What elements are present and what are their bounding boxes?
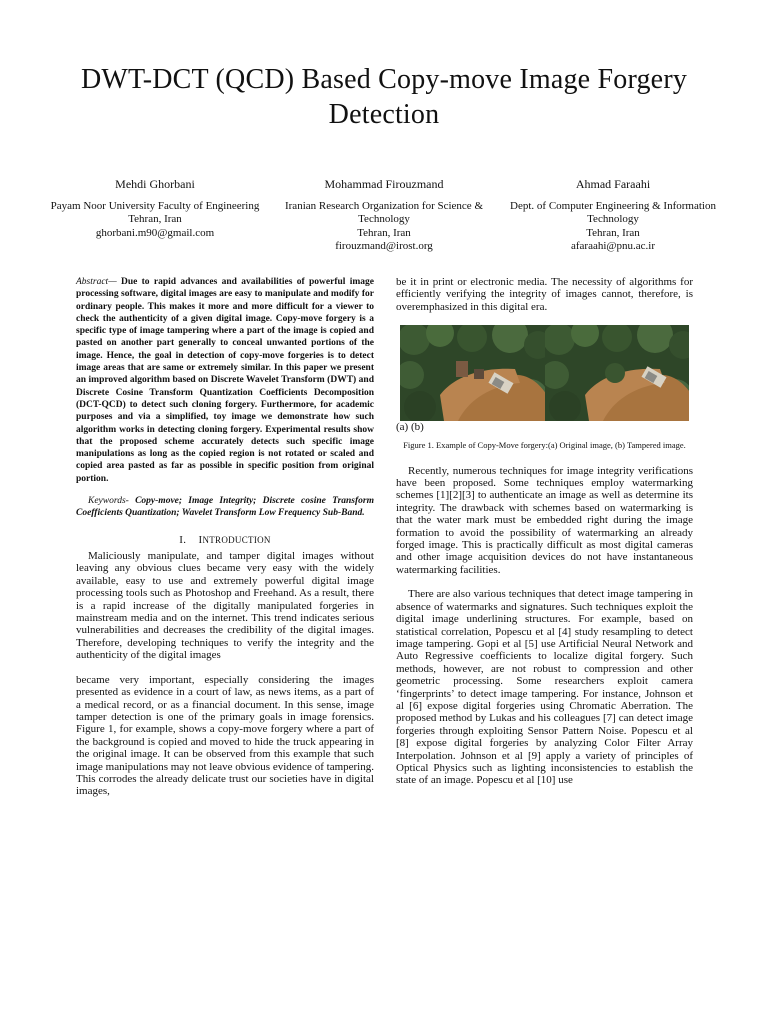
keywords-text: Copy-move; Image Integrity; Discrete cosine Transform Coefficients Quantization; Wavelet Transform Low Frequency Sub-Band. <box>76 496 374 519</box>
right-column <box>396 276 693 787</box>
body-paragraph: became very important, especially considering the images presented as evidence in a court of law, as news items, as a part of a medical record, or as a financial document. In this sense, image tamper detection is one of the primary goals in image forensics. Figure 1, for example, shows a copy-move forgery where a part of the background is copied and moved to hide the truck appearing in the original image. It can be observed from this example that such image manipulations may not leave obvious evidence of tampering. This corrodes the already delicate trust our societies have in digital images, <box>76 673 374 798</box>
author-name: Mohammad Firouzmand <box>324 177 444 191</box>
section-rest: NTRODUCTION <box>202 534 271 545</box>
keywords-lead: Keywords- <box>88 496 129 507</box>
author-name: Ahmad Faraahi <box>575 177 651 191</box>
section-number: I. <box>179 533 187 546</box>
section-heading <box>76 534 374 546</box>
original-image <box>400 325 545 421</box>
author-city: Tehran, Iran <box>586 226 640 239</box>
paper-title: DWT-DCT (QCD) Based Copy-move Image Forgery Detection <box>80 64 688 130</box>
section-cap: I <box>198 533 203 546</box>
body-paragraph: There are also various techniques that detect image tampering in absence of watermarks and signatures. Such techniques exploit the digital image underlining structures. For example, based on statistical correlation, Popescu et al [4] study resampling to detect image tampering. Gopi et al [5] use Artificial Neural Network and Auto Regressive coefficients to localize digital forgery. Such methods, however, are not robust to compression and other geometric processing. Some researchers exploit camera ‘fingerprints’ to detect image tampering. For instance, Johnson et al [6] expose digital forgeries using Chromatic Aberration. The proposed method by Lukas and his colleagues [7] can detect image forgeries through exploiting Sensor Pattern Noise. Popescu et al [8] expose digital forgeries by analyzing Color Filter Array Interpolation. Johnson et al [9] apply a variety of principles of Optical Physics such as lighting inconsistencies to establish the state of an image. Popescu et al [10] use <box>396 588 693 787</box>
author-email: ghorbani.m90@gmail.com <box>95 226 215 239</box>
author-affiliation: Dept. of Computer Engineering & Information Technology <box>510 199 716 225</box>
keywords <box>76 495 374 520</box>
figure-sublabels <box>396 421 693 433</box>
author-block <box>50 178 718 254</box>
left-column <box>76 276 374 798</box>
figure-caption: Figure 1. Example of Copy-Move forgery:(a) Original image, (b) Tampered image. <box>403 439 686 450</box>
abstract <box>76 276 374 485</box>
author-name: Mehdi Ghorbani <box>115 177 195 191</box>
author-email: afaraahi@pnu.ac.ir <box>570 240 656 252</box>
author-3 <box>508 178 718 254</box>
abstract-text: Due to rapid advances and availabilities of powerful image processing software, digital images are easy to manipulate and modify for ordinary people. This makes it more and more difficult for a viewer to check the authenticity of a given digital image. Copy-move forgery is a specific type of image tampering where a part of the image is copied and pasted on another part generally to conceal unwanted portions of the image. Hence, the goal in detection of copy-move forgeries is to detect image areas that are same or extremely similar. In this paper we present an improved algorithm based on Discrete Wavelet Transform (DWT) and Discrete Cosine Transform Quantization Coefficients Decomposition (DCT-QCD) to detect such cloning forgery. Furthermore, for academic purposes and via a simplified, toy image we demonstrate how such algorithm works in detecting cloning forgery. Experimental results show that the proposed scheme accurately detects such specific image manipulations as long as the copied region is not rotated or scaled and copied area pasted as far as possible in specific position from original portion. <box>76 277 374 484</box>
figure-label-a: (a) <box>396 421 409 434</box>
author-city: Tehran, Iran <box>128 213 182 225</box>
figure-label-b: (b) <box>410 421 424 434</box>
body-paragraph: Recently, numerous techniques for image integrity verifications have been proposed. Some techniques employ watermarking schemes [1][2][3] to authenticate an image as well as determine its integrity. The drawback with schemes based on watermarking is that the water mark must be embedded right during the image formation to avoid the possibility of watermarking an already forged image. This is practically difficult as most digital cameras and other image acquisition devices do not have instantaneous watermarking facilities. <box>396 464 693 576</box>
author-1 <box>50 178 260 254</box>
author-email: firouzmand@irost.org <box>335 240 433 252</box>
author-city: Tehran, Iran <box>357 226 411 239</box>
figure-1 <box>396 325 693 421</box>
abstract-lead: Abstract— <box>76 277 117 287</box>
author-2 <box>279 178 489 254</box>
author-affiliation: Payam Noor University Faculty of Engineering <box>50 199 260 212</box>
body-paragraph: be it in print or electronic media. The necessity of algorithms for efficiently verifying the integrity of images cannot, therefore, is overemphasized in this digital era. <box>396 276 693 313</box>
author-affiliation: Iranian Research Organization for Science & Technology <box>284 199 484 225</box>
tampered-image <box>545 325 690 421</box>
body-paragraph: Maliciously manipulate, and tamper digital images without leaving any obvious clues became very easy with the widely available, easy to use and extremely powerful digital image processing tools such as Photoshop and Freehand. As a result, there is a rapid increase of the digitally manipulated forgeries in mainstream media and on the internet. This trend indicates serious vulnerabilities and decreases the credibility of the digital images. Therefore, developing techniques to verify the integrity and the authenticity of the digital images <box>76 550 374 662</box>
